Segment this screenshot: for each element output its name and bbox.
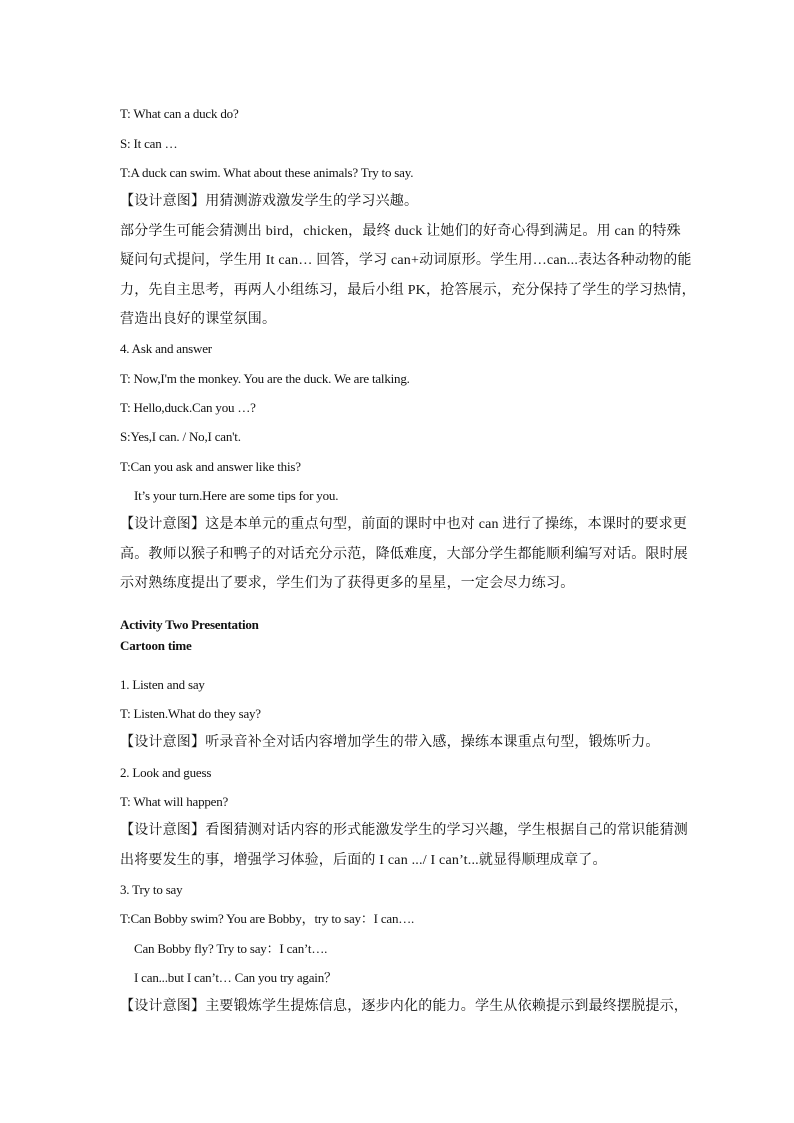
- text-line: S:Yes,I can. / No,I can't.: [120, 429, 241, 444]
- text-line: 示对熟练度提出了要求，学生们为了获得更多的星星，一定会尽力练习。: [120, 576, 575, 591]
- text-line: T:A duck can swim. What about these animals? Try to say.: [120, 165, 414, 180]
- text-line: T:Can you ask and answer like this?: [120, 459, 301, 474]
- text-line: T: What will happen?: [120, 794, 229, 809]
- section-heading: 1. Listen and say: [120, 677, 205, 692]
- text-line: T: Hello,duck.Can you …?: [120, 400, 256, 415]
- design-intent-line: 【设计意图】听录音补全对话内容增加学生的带入感，操练本课重点句型，锻炼听力。: [120, 735, 660, 750]
- text-line: T:Can Bobby swim? You are Bobby，try to say：I can….: [120, 911, 415, 926]
- section-heading: 2. Look and guess: [120, 765, 212, 780]
- cartoon-time-heading: Cartoon time: [120, 638, 192, 653]
- text-line: Can Bobby fly? Try to say：I can’t….: [134, 941, 328, 956]
- text-line: S: It can …: [120, 136, 178, 151]
- text-line: T: What can a duck do?: [120, 106, 239, 121]
- text-line: 高。教师以猴子和鸭子的对话充分示范，降低难度，大部分学生都能顺利编写对话。限时展: [120, 547, 688, 562]
- text-line: T: Listen.What do they say?: [120, 706, 261, 721]
- design-intent-line: 【设计意图】用猜测游戏激发学生的学习兴趣。: [120, 194, 419, 209]
- section-heading: 3. Try to say: [120, 882, 183, 897]
- text-line: 部分学生可能会猜测出 bird，chicken，最终 duck 让她们的好奇心得到满足。用 can 的特殊: [120, 224, 681, 239]
- text-line: T: Now,I'm the monkey. You are the duck. We are talking.: [120, 371, 410, 386]
- text-line: 出将要发生的事，增强学习体验，后面的 I can .../ I can’t...就显得顺理成章了。: [120, 853, 607, 868]
- section-heading: 4. Ask and answer: [120, 341, 212, 356]
- design-intent-line: 【设计意图】看图猜测对话内容的形式能激发学生的学习兴趣，学生根据自己的常识能猜测: [120, 823, 688, 838]
- design-intent-line: 【设计意图】主要锻炼学生提炼信息，逐步内化的能力。学生从依赖提示到最终摆脱提示，: [120, 999, 688, 1014]
- text-line: 疑问句式提问，学生用 It can… 回答，学习 can+动词原形。学生用…can...表达各种动物的能: [120, 253, 692, 268]
- design-intent-line: 【设计意图】这是本单元的重点句型，前面的课时中也对 can 进行了操练，本课时的要求更: [120, 517, 688, 532]
- activity-heading: Activity Two Presentation: [120, 617, 259, 632]
- text-line: 营造出良好的课堂氛围。: [120, 312, 277, 327]
- text-line: It’s your turn.Here are some tips for you.: [134, 488, 339, 503]
- text-line: 力，先自主思考，再两人小组练习，最后小组 PK，抢答展示，充分保持了学生的学习热情，: [120, 283, 696, 298]
- text-line: I can...but I can’t… Can you try again？: [134, 970, 337, 985]
